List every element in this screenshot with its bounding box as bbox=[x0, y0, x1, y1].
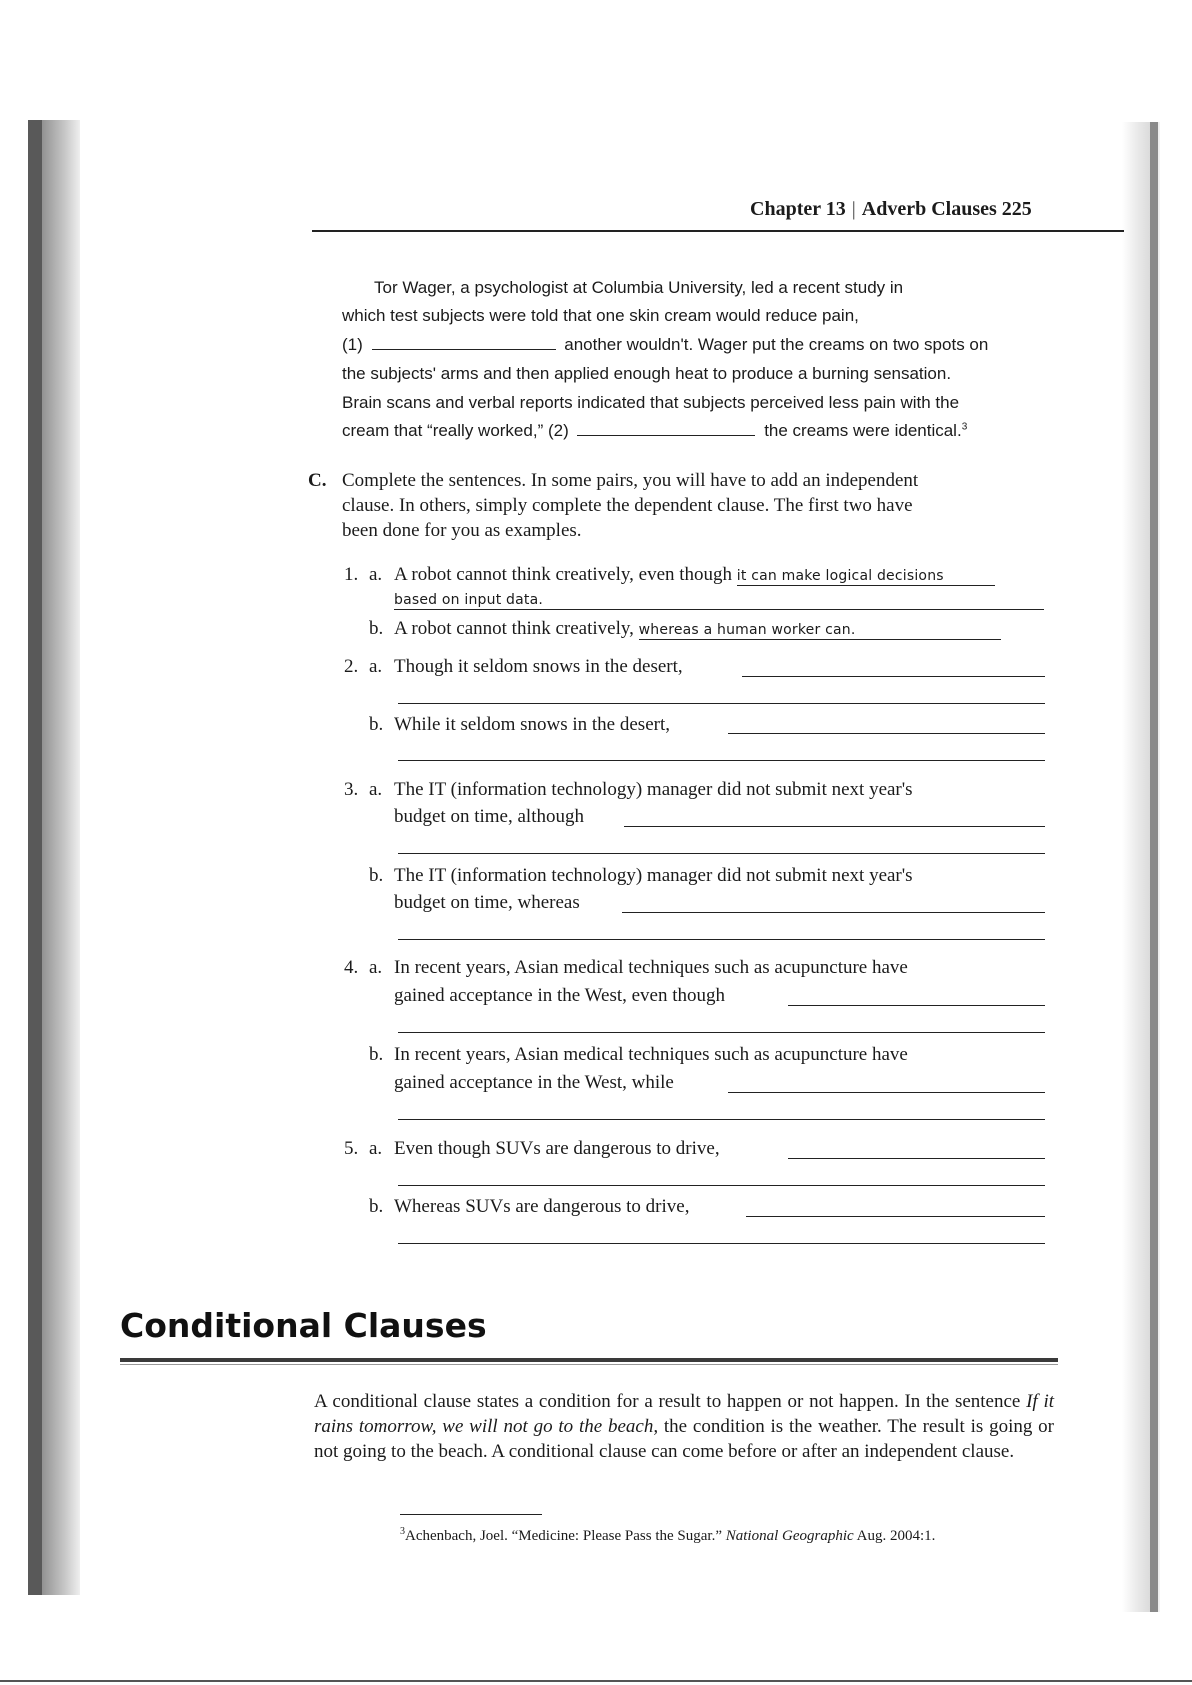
header-separator: | bbox=[851, 198, 856, 220]
item-1-number: 1. bbox=[344, 564, 359, 585]
item-3b-answer-line-1[interactable] bbox=[622, 912, 1045, 913]
footnote bbox=[400, 1528, 935, 1545]
item-1b-prompt: A robot cannot think creatively, bbox=[394, 618, 634, 639]
passage-line-3-text: another wouldn't. Wager put the creams on two spots on bbox=[564, 335, 989, 354]
item-2b-answer-line-1[interactable] bbox=[728, 733, 1045, 734]
conditional-example-sentence: If it rains tomorrow, we will not go to the beach, bbox=[314, 1391, 1055, 1437]
item-4b-answer-line-2[interactable] bbox=[398, 1119, 1045, 1120]
passage-line-2: which test subjects were told that one skin cream would reduce pain, bbox=[342, 306, 859, 325]
item-3b-text-1: The IT (information technology) manager did not submit next year's bbox=[394, 865, 913, 886]
item-3b-text-2: budget on time, whereas bbox=[394, 892, 580, 913]
item-2b-answer-line-2[interactable] bbox=[398, 760, 1045, 761]
item-5b-text: Whereas SUVs are dangerous to drive, bbox=[394, 1196, 690, 1217]
item-1a-prompt: A robot cannot think creatively, even though bbox=[394, 564, 733, 585]
item-3a-text-1: The IT (information technology) manager did not submit next year's bbox=[394, 779, 913, 800]
instruction-line-3: been done for you as examples. bbox=[342, 520, 582, 541]
item-2b-label: b. bbox=[369, 714, 384, 735]
item-2-number: 2. bbox=[344, 656, 359, 677]
scan-left-edge-dark bbox=[28, 120, 42, 1595]
item-5a-answer-line-1[interactable] bbox=[788, 1158, 1045, 1159]
item-4b-label: b. bbox=[369, 1044, 384, 1065]
item-5a-answer-line-2[interactable] bbox=[398, 1185, 1045, 1186]
footnote-text-1: Achenbach, Joel. “Medicine: Please Pass the Sugar.” bbox=[405, 1528, 722, 1544]
item-1b-text bbox=[394, 618, 1001, 640]
section-title-rule bbox=[120, 1358, 1058, 1362]
chapter-label: Chapter 13 bbox=[750, 198, 846, 220]
conditional-paragraph bbox=[314, 1389, 1054, 1464]
footnote-marker: 3 bbox=[400, 1526, 405, 1537]
passage-line-6-end: the creams were identical. bbox=[764, 421, 962, 440]
item-1a-answer-line-1: it can make logical decisions bbox=[737, 568, 995, 586]
item-5b-answer-line-1[interactable] bbox=[746, 1216, 1045, 1217]
item-1b-label: b. bbox=[369, 618, 384, 639]
item-4a-answer-line-2[interactable] bbox=[398, 1032, 1045, 1033]
footnote-rule bbox=[400, 1514, 542, 1515]
item-5b-label: b. bbox=[369, 1196, 384, 1217]
instruction-line-1: Complete the sentences. In some pairs, you will have to add an independent bbox=[342, 470, 919, 491]
blank-2[interactable] bbox=[577, 421, 755, 436]
item-2a-answer-line-1[interactable] bbox=[742, 676, 1045, 677]
passage-line-4: the subjects' arms and then applied enough heat to produce a burning sensation. bbox=[342, 364, 952, 383]
item-3-number: 3. bbox=[344, 779, 359, 800]
item-3b-answer-line-2[interactable] bbox=[398, 939, 1045, 940]
passage-line-6 bbox=[342, 421, 967, 441]
item-4a-text-1: In recent years, Asian medical techniques such as acupuncture have bbox=[394, 957, 908, 978]
item-3a-answer-line-1[interactable] bbox=[624, 826, 1045, 827]
item-1a-answer-line-2: based on input data. bbox=[394, 592, 1044, 610]
item-4b-answer-line-1[interactable] bbox=[728, 1092, 1045, 1093]
item-1a-text bbox=[394, 564, 995, 586]
passage-line-5: Brain scans and verbal reports indicated that subjects perceived less pain with the bbox=[342, 393, 960, 412]
item-4a-label: a. bbox=[369, 957, 383, 978]
footnote-publication: National Geographic bbox=[725, 1528, 854, 1544]
item-3b-label: b. bbox=[369, 865, 384, 886]
scan-bottom-edge bbox=[0, 1680, 1192, 1682]
item-4a-answer-line-1[interactable] bbox=[788, 1005, 1045, 1006]
item-4b-text-1: In recent years, Asian medical techniques such as acupuncture have bbox=[394, 1044, 908, 1065]
item-4-number: 4. bbox=[344, 957, 359, 978]
blank-number-1: (1) bbox=[342, 335, 363, 354]
scan-right-edge-dark bbox=[1150, 122, 1158, 1612]
footnote-ref: 3 bbox=[961, 421, 968, 433]
item-3a-text-2: budget on time, although bbox=[394, 806, 584, 827]
item-1a-label: a. bbox=[369, 564, 383, 585]
exercise-letter: C. bbox=[308, 470, 327, 491]
passage-line-6-start: cream that “really worked,” (2) bbox=[342, 421, 569, 440]
item-2a-label: a. bbox=[369, 656, 383, 677]
page-number: 225 bbox=[1001, 198, 1032, 220]
item-5-number: 5. bbox=[344, 1138, 359, 1159]
passage-line-3 bbox=[342, 335, 988, 355]
footnote-text-2: Aug. 2004:1. bbox=[856, 1528, 936, 1544]
conditional-paragraph-part-2: the condition is the weather. The result is going or not going to the beach. A conditional clause can come before or after an independent clause. bbox=[314, 1416, 1055, 1462]
section-title-rule-shadow bbox=[120, 1364, 1058, 1365]
item-1b-answer: whereas a human worker can. bbox=[639, 622, 1001, 640]
item-4a-text-2: gained acceptance in the West, even though bbox=[394, 985, 726, 1006]
conditional-paragraph-part-1: A conditional clause states a condition for a result to happen or not happen. In the sentence bbox=[314, 1391, 1021, 1412]
passage-line-1: Tor Wager, a psychologist at Columbia University, led a recent study in bbox=[374, 278, 904, 297]
item-2b-text: While it seldom snows in the desert, bbox=[394, 714, 670, 735]
section-title: Conditional Clauses bbox=[120, 1306, 487, 1345]
item-2a-answer-line-2[interactable] bbox=[398, 703, 1045, 704]
item-3a-label: a. bbox=[369, 779, 383, 800]
item-2a-text: Though it seldom snows in the desert, bbox=[394, 656, 683, 677]
section-label: Adverb Clauses bbox=[861, 198, 997, 220]
item-3a-answer-line-2[interactable] bbox=[398, 853, 1045, 854]
item-5a-label: a. bbox=[369, 1138, 383, 1159]
item-1a-answer-row-2 bbox=[394, 592, 1044, 610]
header-rule bbox=[312, 230, 1124, 232]
item-4b-text-2: gained acceptance in the West, while bbox=[394, 1072, 674, 1093]
item-5a-text: Even though SUVs are dangerous to drive, bbox=[394, 1138, 720, 1159]
blank-1[interactable] bbox=[372, 335, 556, 350]
item-5b-answer-line-2[interactable] bbox=[398, 1243, 1045, 1244]
running-head bbox=[750, 198, 1032, 221]
instruction-line-2: clause. In others, simply complete the dependent clause. The first two have bbox=[342, 495, 913, 516]
